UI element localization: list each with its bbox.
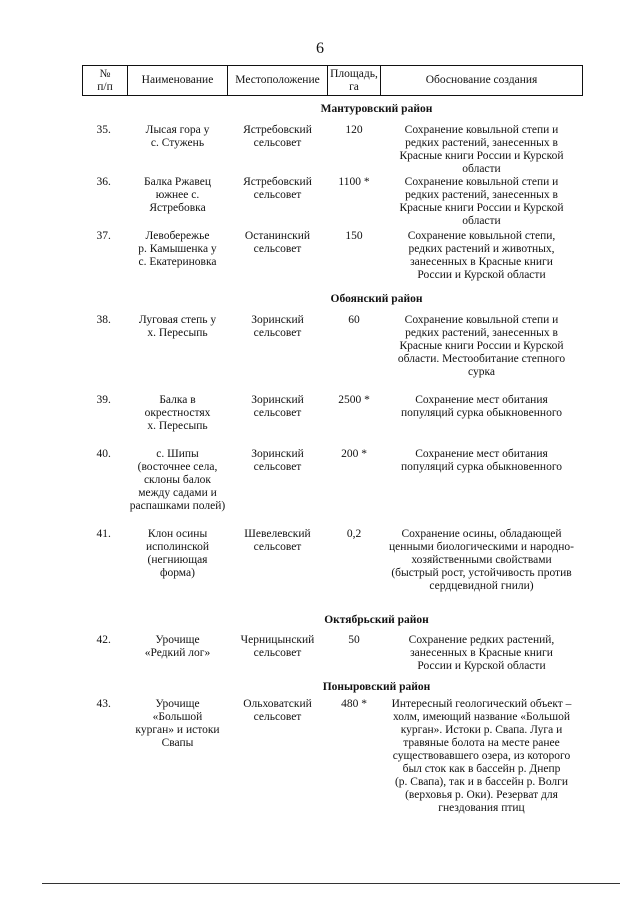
col-header-area: Площадь, га xyxy=(328,66,381,96)
row-name: Клон осины исполинской (негниющая форма) xyxy=(145,527,210,579)
table-body xyxy=(83,96,583,818)
row-area: 50 xyxy=(348,633,360,646)
region-heading-row xyxy=(83,286,583,314)
region-heading: Мантуровский район xyxy=(320,103,433,116)
row-reason: Сохранение ковыльной степи и редких растений, занесенных в Красные книги России и Курской области xyxy=(399,123,564,175)
row-number: 35. xyxy=(96,123,111,136)
row-reason: Сохранение ковыльной степи и редких растений, занесенных в Красные книги России и Курской области. Местообитание степного сурка xyxy=(397,313,566,378)
row-location: Останинский сельсовет xyxy=(244,229,311,255)
row-number: 40. xyxy=(96,447,111,460)
table-row xyxy=(83,394,583,448)
row-area: 120 xyxy=(345,123,363,136)
row-number: 42. xyxy=(96,633,111,646)
table-header-row xyxy=(83,66,583,96)
row-area: 0,2 xyxy=(346,527,362,540)
table-row xyxy=(83,314,583,394)
row-name: Балка в окрестностях х. Пересыпь xyxy=(144,393,211,432)
protected-areas-table xyxy=(82,65,583,818)
row-area: 60 xyxy=(348,313,360,326)
col-header-number: № п/п xyxy=(83,66,128,96)
row-name: с. Шипы (восточнее села, склоны балок между садами и распашками полей) xyxy=(129,447,226,512)
table-row xyxy=(83,634,583,678)
row-reason: Сохранение мест обитания популяций сурка обыкновенного xyxy=(400,393,563,419)
row-area: 150 xyxy=(345,229,363,242)
table-row xyxy=(83,698,583,818)
row-area: 2500 * xyxy=(338,393,370,406)
col-header-reason: Обоснование создания xyxy=(381,66,583,96)
row-name: Лысая гора у с. Стужень xyxy=(145,123,210,149)
table-row xyxy=(83,528,583,608)
row-area: 480 * xyxy=(341,697,367,710)
region-heading: Октябрьский район xyxy=(324,614,429,626)
row-area: 200 * xyxy=(341,447,367,460)
row-location: Зоринский сельсовет xyxy=(251,313,304,339)
row-reason: Интересный геологический объект – холм, имеющий название «Большой курган». Истоки р. Свапа. Луга и травяные болота на месте ранее существовавшего озера, из которого был сток как в бассейн р. Днепр (р. Свапа), так и в бассейн р. Волги (верховья р. Оки). Резерват для гнездования птиц xyxy=(391,697,572,814)
row-number: 43. xyxy=(96,697,111,710)
row-area: 1100 * xyxy=(338,175,370,188)
row-name: Урочище «Редкий лог» xyxy=(144,633,211,659)
page-bottom-rule xyxy=(42,883,620,884)
col-header-location: Местоположение xyxy=(228,66,328,96)
row-number: 39. xyxy=(96,393,111,406)
table-row xyxy=(83,176,583,230)
row-number: 37. xyxy=(96,229,111,242)
row-reason: Сохранение ковыльной степи, редких растений и животных, занесенных в Красные книги России и Курской области xyxy=(407,229,556,281)
col-header-name: Наименование xyxy=(128,66,228,96)
row-location: Черницынский сельсовет xyxy=(240,633,315,659)
region-heading-row xyxy=(83,96,583,124)
row-name: Балка Ржавец южнее с. Ястребовка xyxy=(143,175,211,214)
row-reason: Сохранение мест обитания популяций сурка обыкновенного xyxy=(400,447,563,473)
table-row xyxy=(83,448,583,528)
row-number: 36. xyxy=(96,175,111,188)
region-heading: Поныровский район xyxy=(322,681,431,693)
table-row xyxy=(83,124,583,176)
row-name: Левобережье р. Камышенка у с. Екатериновка xyxy=(138,229,217,268)
row-location: Ястребовский сельсовет xyxy=(243,123,312,149)
row-location: Шевелевский сельсовет xyxy=(244,527,311,553)
row-name: Луговая степь у х. Пересыпь xyxy=(138,313,217,339)
region-heading-row xyxy=(83,678,583,698)
row-name: Урочище «Большой курган» и истоки Свапы xyxy=(135,697,220,749)
table-header xyxy=(83,66,583,96)
row-location: Зоринский сельсовет xyxy=(251,393,304,419)
row-number: 41. xyxy=(96,527,111,540)
table-row xyxy=(83,230,583,286)
row-location: Зоринский сельсовет xyxy=(251,447,304,473)
row-location: Ястребовский сельсовет xyxy=(243,175,312,201)
row-reason: Сохранение ковыльной степи и редких растений, занесенных в Красные книги России и Курской области xyxy=(399,175,564,227)
row-number: 38. xyxy=(96,313,111,326)
page-number: 6 xyxy=(316,40,324,57)
region-heading-row xyxy=(83,608,583,634)
row-location: Ольховатский сельсовет xyxy=(243,697,312,723)
region-heading: Обоянский район xyxy=(330,293,423,305)
row-reason: Сохранение редких растений, занесенных в Красные книги России и Курской области xyxy=(408,633,555,672)
row-reason: Сохранение осины, обладающей ценными биологическими и народно- хозяйственными свойствами (быстрый рост, устойчивость против сердцевидной гнили) xyxy=(389,527,574,592)
